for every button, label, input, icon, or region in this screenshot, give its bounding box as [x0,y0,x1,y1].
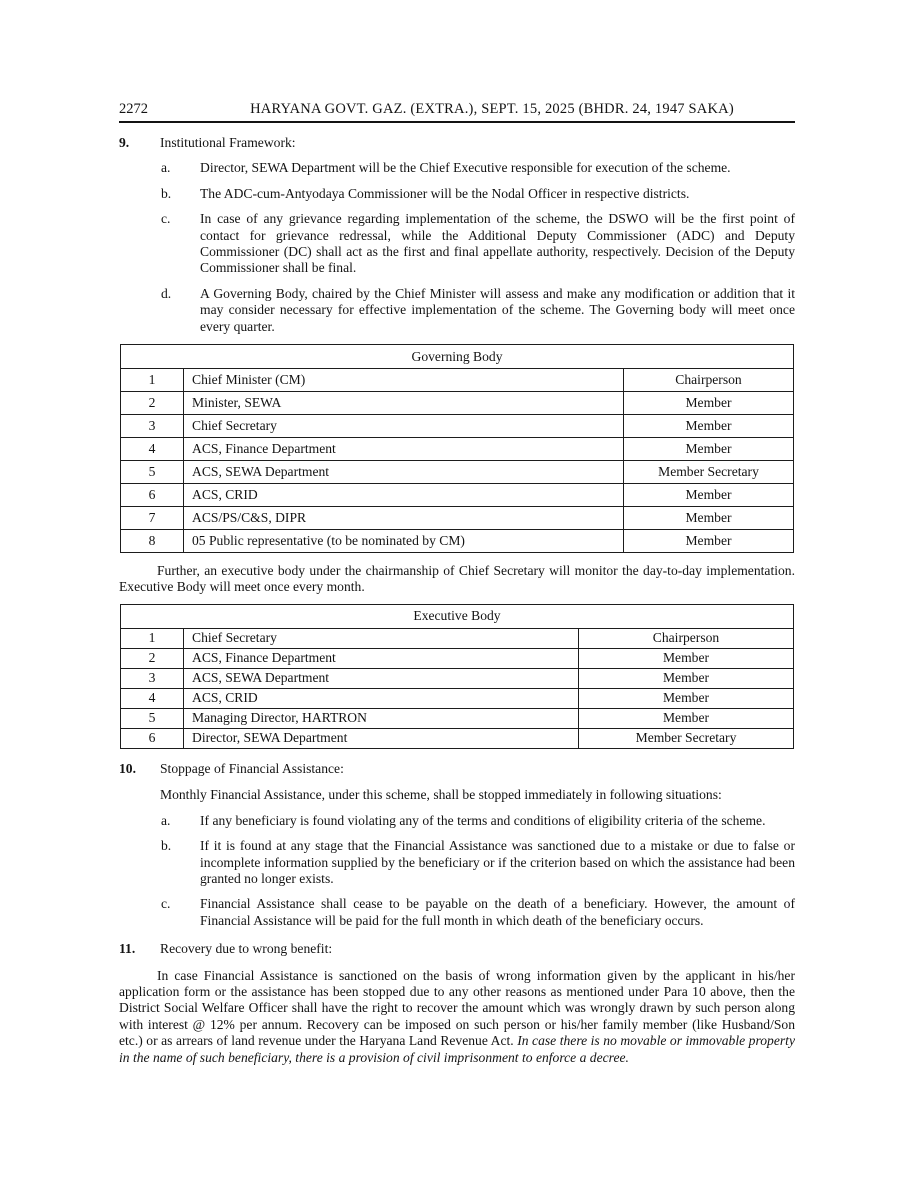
row-number-cell: 3 [121,668,184,688]
table-row [121,668,794,688]
role-cell: Member Secretary [624,461,794,484]
role-cell: Member [624,392,794,415]
role-cell: Chairperson [579,628,794,648]
row-number-cell: 6 [121,484,184,507]
section-10-item-a [161,813,795,829]
item-label: a. [161,812,171,828]
item-label: a. [161,160,171,176]
table-row [121,461,794,484]
page-header [119,101,795,118]
table-row [121,369,794,392]
role-cell: Member [624,530,794,553]
table-title: Governing Body [121,345,794,369]
section-9-item-b [161,186,795,202]
role-cell: Member [579,708,794,728]
designation-cell: 05 Public representative (to be nominated by CM) [184,530,624,553]
table-row [121,484,794,507]
table-row [121,438,794,461]
section-number: 10. [119,760,136,776]
row-number-cell: 2 [121,392,184,415]
section-11-paragraph [119,968,795,1066]
row-number-cell: 3 [121,415,184,438]
role-cell: Member [624,507,794,530]
role-cell: Member [579,648,794,668]
item-text: Director, SEWA Department will be the Chief Executive responsible for execution of the scheme. [200,160,731,176]
designation-cell: ACS, SEWA Department [184,461,624,484]
designation-cell: ACS, Finance Department [184,648,579,668]
section-9-item-c [161,211,795,277]
role-cell: Member [624,484,794,507]
item-text: Financial Assistance shall cease to be payable on the death of a beneficiary. However, the amount of Financial Assistance will be paid for the full month in which death of the beneficiary occurs. [200,896,795,928]
section-number: 9. [119,135,130,150]
designation-cell: ACS, CRID [184,484,624,507]
section-title: Stoppage of Financial Assistance: [160,760,344,776]
table-row [121,628,794,648]
designation-cell: ACS/PS/C&S, DIPR [184,507,624,530]
role-cell: Member [624,438,794,461]
item-text: In case of any grievance regarding implementation of the scheme, the DSWO will be the first point of contact for grievance redressal, while the Additional Deputy Commissioner (ADC) and Deputy Commissioner (DC) shall act as the first and final appellate authority, respectively. Decision of the Deputy Commissioner shall be final. [200,211,795,276]
row-number-cell: 4 [121,688,184,708]
row-number-cell: 1 [121,628,184,648]
governing-body-table [120,344,794,553]
table-title: Executive Body [121,604,794,628]
row-number-cell: 4 [121,438,184,461]
section-9-item-a [161,160,795,176]
table-row [121,708,794,728]
role-cell: Member Secretary [579,728,794,748]
designation-cell: ACS, SEWA Department [184,668,579,688]
page-number: 2272 [119,101,148,117]
table-row [121,648,794,668]
gazette-header-title: HARYANA GOVT. GAZ. (EXTRA.), SEPT. 15, 2025 (BHDR. 24, 1947 SAKA) [250,101,734,117]
item-text: If it is found at any stage that the Financial Assistance was sanctioned due to a mistake or due to false or incomplete information supplied by the beneficiary or if the criterion based on which the assistance had been granted no longer exists. [200,838,795,886]
designation-cell: Chief Secretary [184,628,579,648]
designation-cell: Managing Director, HARTRON [184,708,579,728]
row-number-cell: 7 [121,507,184,530]
executive-body-intro-paragraph: Further, an executive body under the chairmanship of Chief Secretary will monitor the day-to-day implementation. Executive Body will meet once every month. [119,563,795,595]
section-10-intro: Monthly Financial Assistance, under this scheme, shall be stopped immediately in following situations: [160,787,722,803]
page-content [119,101,795,1066]
item-label: c. [161,211,171,227]
designation-cell: Chief Minister (CM) [184,369,624,392]
item-label: b. [161,838,172,854]
role-cell: Member [624,415,794,438]
designation-cell: ACS, Finance Department [184,438,624,461]
role-cell: Member [579,668,794,688]
table-title-row [121,345,794,369]
item-label: b. [161,185,172,201]
section-title: Recovery due to wrong benefit: [160,941,333,957]
item-text: If any beneficiary is found violating any of the terms and conditions of eligibility criteria of the scheme. [200,812,766,828]
row-number-cell: 1 [121,369,184,392]
designation-cell: Minister, SEWA [184,392,624,415]
table-row [121,392,794,415]
executive-body-table [120,604,794,749]
designation-cell: Chief Secretary [184,415,624,438]
row-number-cell: 5 [121,708,184,728]
table-title-row [121,604,794,628]
role-cell: Member [579,688,794,708]
recovery-text-normal: In case Financial Assistance is sanctioned on the basis of wrong information given by the applicant in his/her application form or the assistance has been stopped due to any other reasons as mentioned under Para 10 above, then the District Social Welfare Officer shall have the right to recover the amount which was wrongly drawn by such person along with interest @ 12% per annum. Recovery can be imposed on such person or his/her family member (like Husband/Son etc.) or as arrears of land revenue under the Haryana Land Revenue Act. [119,967,795,1049]
table-row [121,415,794,438]
section-number: 11. [119,941,136,957]
item-label: c. [161,896,171,912]
item-label: d. [161,285,172,301]
row-number-cell: 8 [121,530,184,553]
section-9-item-d [161,286,795,335]
header-rule [119,121,795,123]
section-10-item-b [161,838,795,887]
designation-cell: Director, SEWA Department [184,728,579,748]
item-text: The ADC-cum-Antyodaya Commissioner will be the Nodal Officer in respective districts. [200,185,690,201]
table-row [121,530,794,553]
row-number-cell: 5 [121,461,184,484]
section-10-heading [119,761,795,777]
table-row [121,728,794,748]
section-9-heading [119,135,795,151]
table-row [121,507,794,530]
table-row [121,688,794,708]
designation-cell: ACS, CRID [184,688,579,708]
recovery-text-italic: In case there is no movable or immovable property in the name of such beneficiary, there is a provision of civil imprisonment to enforce a decree. [119,1033,795,1065]
section-10-item-c [161,896,795,929]
row-number-cell: 2 [121,648,184,668]
role-cell: Chairperson [624,369,794,392]
item-text: A Governing Body, chaired by the Chief Minister will assess and make any modification or addition that it may consider necessary for effective implementation of the scheme. The Governing body will meet once every quarter. [200,285,795,334]
row-number-cell: 6 [121,728,184,748]
section-11-heading [119,941,795,957]
section-title: Institutional Framework: [160,135,296,150]
